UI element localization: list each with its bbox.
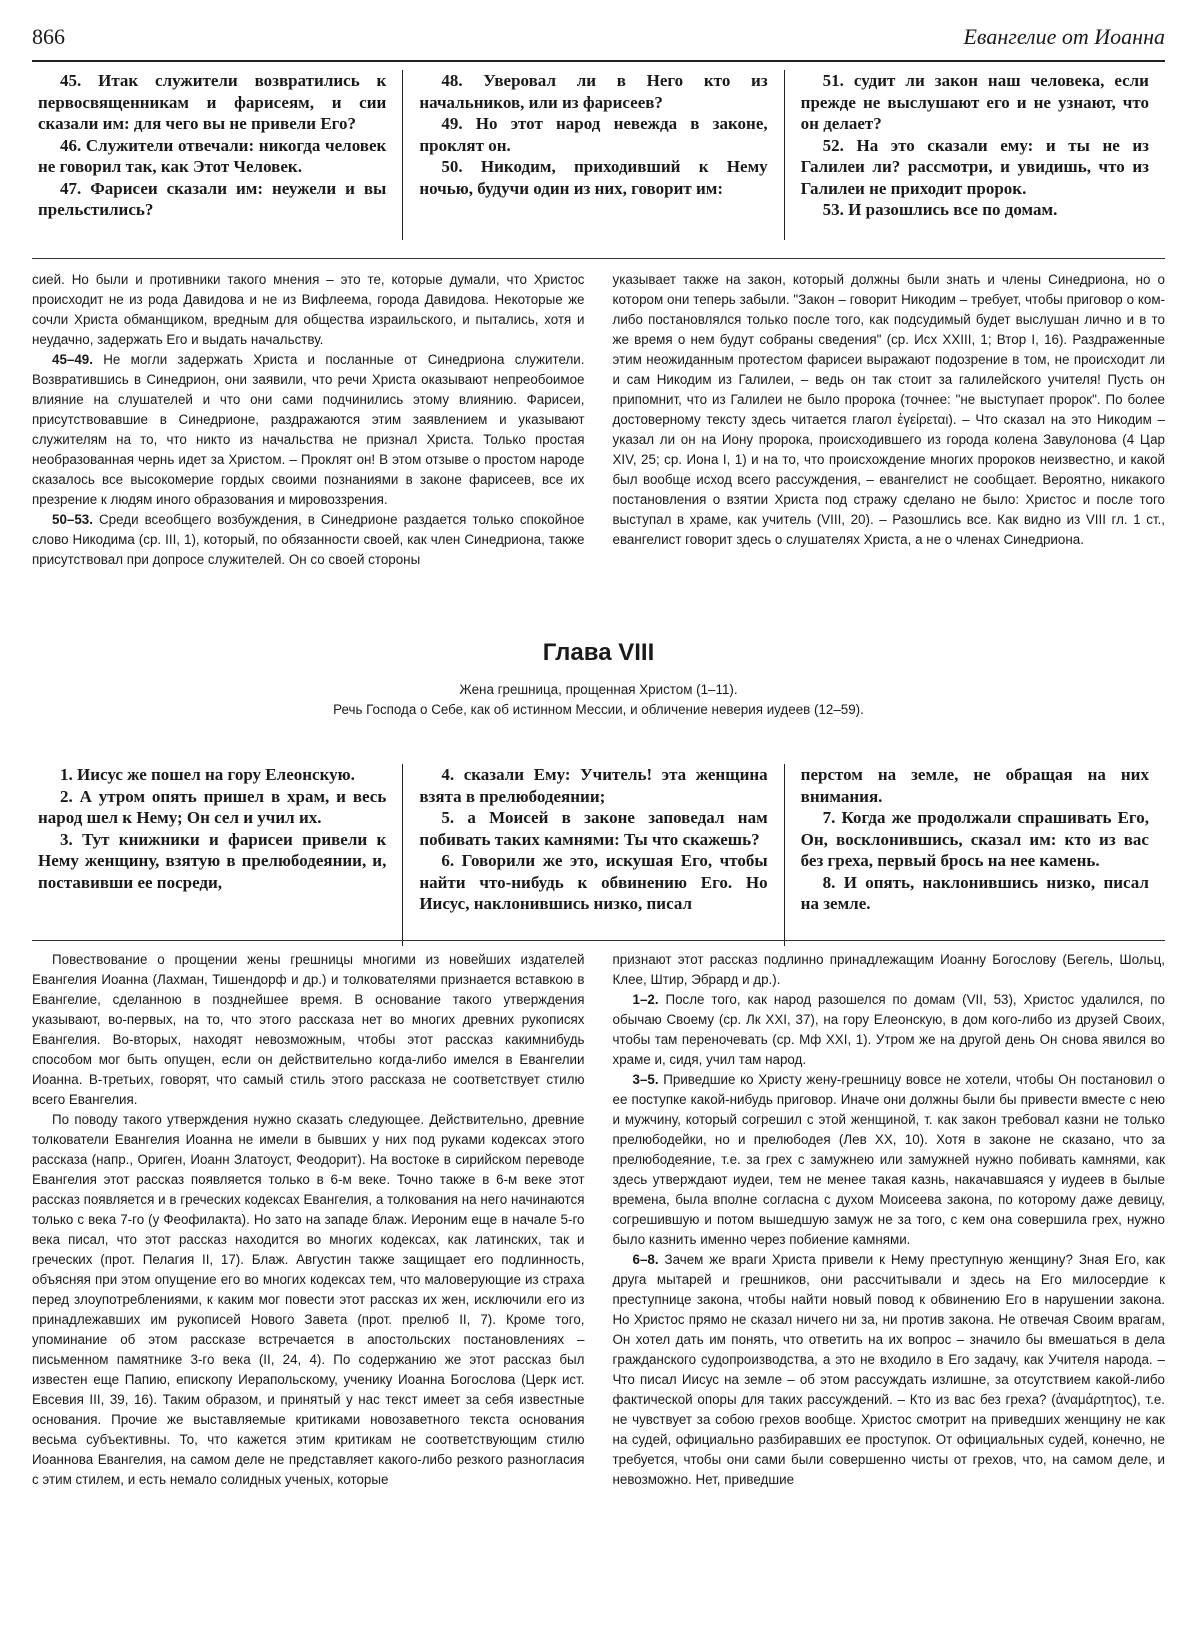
commentary-text: Среди всеобщего возбуждения, в Синедрионе раздается только спокойное слово Никодима (ср. III, 1), который, по обязанности своей, как член Синедриона, также присутствовал при допросе служителей. Он со своей стороны <box>32 512 585 567</box>
commentary-block-ch7 <box>32 270 1165 610</box>
page-number: 866 <box>32 24 65 49</box>
verse-reference: 50–53. <box>52 512 93 527</box>
verse-reference: 45–49. <box>52 352 93 367</box>
section-divider <box>32 940 1165 941</box>
commentary-paragraph <box>32 510 585 570</box>
verse-3: 3. Тут книжники и фарисеи привели к Нему женщину, взятую в прелюбодеянии, и, поставивши ее посреди, <box>38 829 387 892</box>
document-page <box>32 16 1165 1616</box>
verse-1: 1. Иисус же пошел на гору Елеонскую. <box>60 765 355 784</box>
chapter-summary-line: Жена грешница, прощенная Христом (1–11). <box>459 682 738 697</box>
verse-47: 47. Фарисеи сказали им: неужели и вы прельстились? <box>38 178 387 219</box>
verse-49: 49. Но этот народ невежда в законе, проклят он. <box>419 114 768 155</box>
verse-column-2 <box>402 70 783 240</box>
verse-column-2 <box>402 764 783 946</box>
commentary-paragraph: признают этот рассказ подлинно принадлежащим Иоанну Богослову (Бегель, Шольц, Клее, Штир, Эбрард и др.). <box>612 952 1165 987</box>
commentary-column-right <box>613 950 1166 1610</box>
verse-4: 4. сказали Ему: Учитель! эта женщина взята в прелюбодеянии; <box>419 765 768 806</box>
chapter-summary-line: Речь Господа о Себе, как об истинном Мессии, и обличение неверия иудеев (12–59). <box>333 702 864 717</box>
verse-50: 50. Никодим, приходивший к Нему ночью, будучи один из них, говорит им: <box>419 157 768 198</box>
verse-2: 2. А утром опять пришел в храм, и весь народ шел к Нему; Он сел и учил их. <box>38 786 387 827</box>
header-rule <box>32 60 1165 62</box>
commentary-paragraph <box>613 990 1166 1070</box>
verses-block-ch8 <box>32 764 1165 946</box>
commentary-paragraph: По поводу такого утверждения нужно сказать следующее. Действительно, древние толкователи Евангелия Иоанна не имели в бывших у них под руками кодексах этого рассказа (напр., Ориген, Иоанн Златоуст, Феодорит). На востоке в сирийском переводе Евангелия этот рассказ появляется только в 6-м веке. Точно также в 6-м веке этот рассказ появляется и в греческих кодексах Евангелия, а толкования на него начинаются только с века 7-го (у Феофилакта). Но зато на западе блаж. Иероним еще в начале 5-го века писал, что этот рассказ находится во многих кодексах, как латинских, так и греческих (прот. Пелагия II, 17). Блаж. Августин также защищает его подлинность, объясняя при этом опущение его во многих кодексах тем, что маловерующие из страха перед злоупотреблениями, к каким мог повести этот рассказ их жен, исключили его из принадлежавших им рукописей Нового Завета (прот. прелюб II, 7). Кроме того, упоминание об этом рассказе встречается в апостольских постановлениях – письменном памятнике 3-го века (II, 24, 4). По содержанию же этот рассказ был известен еще Папию, епископу Иерапольскому, ученику Иоанна Богослова (Церк ист. Евсевия III, 39, 16). Таким образом, и принятый у нас текст имеет за себя известные основания. Прочие же выставляемые критиками новозаветного текста основания весьма субъективны. То, что кажется этим критикам не соответствующим стилю Иоаннова Евангелия, на самом деле не представляет какого-либо резкого разногласия с этим стилем, и есть немало солидных ученых, которые <box>32 1112 585 1487</box>
verse-column-1 <box>32 70 402 240</box>
verse-45: 45. Итак служители возвратились к первосвященникам и фарисеям, и сии сказали им: для чего вы не привели Его? <box>38 71 387 133</box>
commentary-text: После того, как народ разошелся по домам (VII, 53), Христос удалился, по обычаю Своему (ср. Лк XXI, 37), на гору Елеонскую, в дом кого-либо из друзей Своих, чтобы там переночевать (ср. Мф XXI, 1). Утром же на другой день Он снова явился во храме и, сидя, учил там народ. <box>612 992 1165 1067</box>
section-divider <box>32 258 1165 259</box>
page-header <box>32 16 1165 56</box>
commentary-text: Не могли задержать Христа и посланные от Синедриона служители. Возвратившись в Синедрион, они заявили, что речи Христа оказывают непреобоимое влияние на слушателей и что они сами подчинились этому влиянию. Фарисеи, присутствовавшие в Синедрионе, раздражаются этим заявлением и указывают служителям на то, что никто из начальства не признал Христа. Только простая необразованная чернь идет за Христом. – Проклят он! В этом отзыве о простом народе сказалось все высокомерие гордых своими познаниями в законе фарисеев, все их презрение к людям иного образования и мировоззрения. <box>32 352 585 507</box>
commentary-paragraph: сией. Но были и противники такого мнения – это те, которые думали, что Христос происходит не из рода Давидова и не из Вифлеема, города Давидова. Некоторые же сочли Христа обманщиком, вредным для общества израильского, и пытались, хотя и неудачно, задержать Его и выдать начальству. <box>32 272 585 347</box>
verse-6-continuation: перстом на земле, не обращая на них внимания. <box>800 765 1149 806</box>
verse-53: 53. И разошлись все по домам. <box>822 200 1058 219</box>
commentary-column-right <box>613 270 1166 610</box>
chapter-title: Глава VIII <box>542 639 655 666</box>
verses-block-ch7 <box>32 70 1165 240</box>
verse-46: 46. Служители отвечали: никогда человек не говорил так, как Этот Человек. <box>38 135 387 176</box>
verse-48: 48. Уверовал ли в Него кто из начальников, или из фарисеев? <box>419 71 768 112</box>
commentary-paragraph: указывает также на закон, который должны были знать и члены Синедриона, но о котором они теперь забыли. "Закон – говорит Никодим – требует, чтобы приговор о ком-либо постановлялся только после того, как подсудимый будет выслушан лично и в то же время о нем будут собраны сведения" (ср. Исх XXIII, 1; Втор I, 16). Раздраженные этим неожиданным протестом фарисеи выражают подозрение в том, не происходит ли и сам Никодим из Галилеи, – ведь он так стоит за галилейского учителя! Пусть он припомнит, что из Галилеи не было пророка (точнее: "не выступает пророк". По более достоверному тексту здесь читается глагол ἐγείρεται). – Что сказал на это Никодим – указал ли он на Иону пророка, происходившего из города колена Завулонова (4 Цар XIV, 25; ср. Иона I, 1) и на то, что происхождение многих пророков неизвестно, и какой был вообще исход всего рассуждения, – евангелист не сообщает. Вероятно, никакого постановления о взятии Христа под стражу сделано не было: Христос и после того выступал в храме, как учитель (VIII, 20). – Разошлись все. Как видно из VIII гл. 1 ст., евангелист говорит здесь о слушателях Христа, а не о членах Синедриона. <box>612 272 1165 547</box>
verse-51: 51. судит ли закон наш человека, если прежде не выслушают его и не узнают, что он делает? <box>800 71 1149 133</box>
verse-reference: 6–8. <box>632 1252 659 1267</box>
verse-5: 5. а Моисей в законе заповедал нам побивать таких камнями: Ты что скажешь? <box>419 808 768 849</box>
running-title: Евангелие от Иоанна <box>963 24 1165 49</box>
commentary-block-ch8 <box>32 950 1165 1610</box>
verse-reference: 3–5. <box>632 1072 659 1087</box>
chapter-summary <box>32 680 1165 720</box>
commentary-column-left <box>32 270 585 610</box>
commentary-column-left <box>32 950 585 1610</box>
commentary-paragraph: Повествование о прощении жены грешницы многими из новейших издателей Евангелия Иоанна (Лахман, Тишендорф и др.) и толкователями признается вставкою в Евангелие, сделанною в позднейшее время. В основание такого утверждения указывают, во-первых, на то, что этого рассказа нет во многих древних рукописях Евангелия. Во-вторых, находят невозможным, чтобы этот рассказ какимнибудь способом мог быть опущен, если он действительно когда-либо имелся в Евангелии Иоанна. В-третьих, говорят, что самый стиль этого рассказа не соответствует стилю всего Евангелия. <box>32 952 585 1107</box>
verse-reference: 1–2. <box>632 992 659 1007</box>
commentary-paragraph <box>613 1070 1166 1250</box>
verse-column-1 <box>32 764 402 946</box>
verse-6: 6. Говорили же это, искушая Его, чтобы найти что-нибудь к обвинению Его. Но Иисус, наклонившись низко, писал <box>419 851 768 913</box>
commentary-text: Зачем же враги Христа привели к Нему преступную женщину? Зная Его, как друга мытарей и грешников, они рассчитывали и здесь на Его милосердие к преступнице закона, чтобы найти новый повод к обвинению Его в нарушении закона. Но Христос прямо не сказал ничего ни за, ни против закона. Не отвечая Своим врагам, Он хотел дать им понять, что ответить на их вопрос – значило бы вмешаться в дела гражданского судопроизводства, а это не входило в Его задачу, как Учителя народа. – Что писал Иисус на земле – об этом рассуждать излишне, за отсутствием какой-либо фактической опоры для таких рассуждений. – Кто из вас без греха? (ἀναμάρτητος), т.е. не чувствует за собою грехов вообще. Христос смотрит на приведших женщину не как на судей, официально разбиравших ее проступок. От официальных судей, конечно, не требуется, чтобы они сами были совершенно чисты от грехов, что, на самом деле, и невозможно. Нет, приведшие <box>612 1252 1165 1487</box>
verse-8: 8. И опять, наклонившись низко, писал на земле. <box>800 872 1149 913</box>
commentary-paragraph <box>32 350 585 510</box>
verse-column-3 <box>784 70 1165 240</box>
commentary-text: Приведшие ко Христу жену-грешницу вовсе не хотели, чтобы Он постановил о ее поступке какой-нибудь приговор. Иначе они должны были бы привести вместе с нею и мужчину, который согрешил с этой женщиной, т. как закон требовал казни не только прелюбодейки, но и прелюбодея (Лев XX, 10). Хотя в законе не сказано, что за прелюбодеяние, т.е. за грех с замужнею или замужней нужно побивать камнями, как здесь утверждают иудеи, тем не менее такая казнь, накачавшаяся у иудеев в былые времена, была вполне согласна с духом Моисеева закона, по которому даже девицу, согрешившую и потом вышедшую замуж не за того, с кем она совершила грех, нужно было казнить именно через побиение камнями. <box>612 1072 1165 1247</box>
verse-52: 52. На это сказали ему: и ты не из Галилеи ли? рассмотри, и увидишь, что из Галилеи не приходит пророк. <box>800 135 1149 198</box>
verse-7: 7. Когда же продолжали спрашивать Его, Он, восклонившись, сказал им: кто из вас без греха, первый брось на нее камень. <box>800 808 1149 870</box>
chapter-heading <box>32 638 1165 720</box>
verse-column-3 <box>784 764 1165 946</box>
commentary-paragraph <box>613 1250 1166 1490</box>
